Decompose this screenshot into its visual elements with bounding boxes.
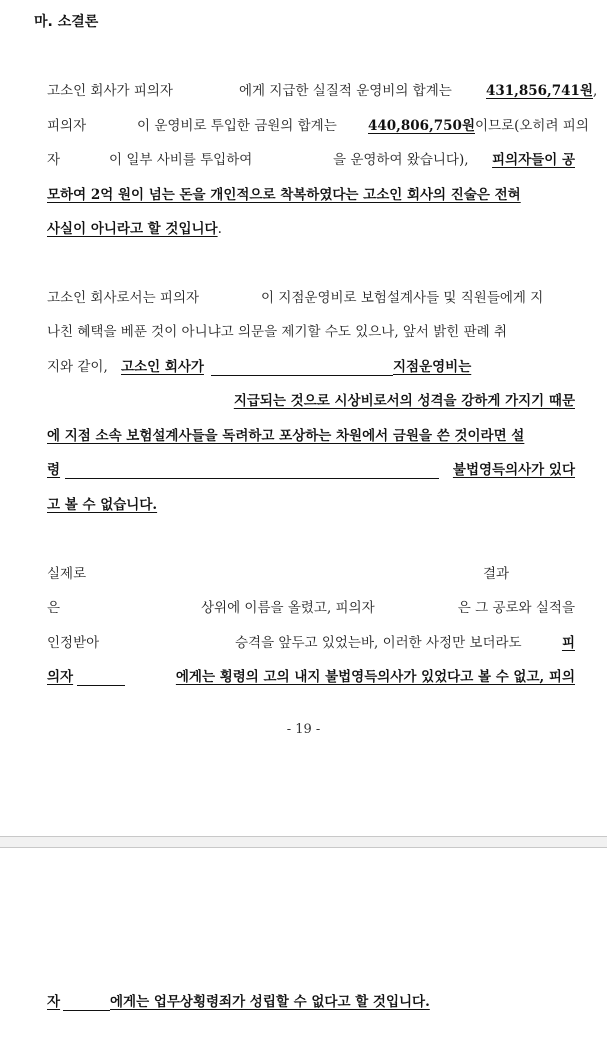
redacted-underline bbox=[211, 375, 393, 376]
section-heading: 마. 소결론 bbox=[34, 14, 99, 30]
p2-line-4 bbox=[47, 390, 575, 412]
emphasis-text: 불법영득의사가 있다 bbox=[452, 462, 575, 478]
text: 고소인 회사가 피의자 bbox=[47, 83, 173, 99]
emphasis-text: 사실이 아니라고 할 것입니다 bbox=[47, 221, 218, 237]
emphasis-text: 에 지점 소속 보험설계사들을 독려하고 포상하는 차원에서 금원을 쓴 것이라면 설 bbox=[47, 428, 525, 444]
emphasis-text: 지점운영비는 bbox=[393, 359, 472, 375]
text: 지와 같이, bbox=[47, 359, 108, 375]
p3-line-4 bbox=[47, 666, 575, 688]
p2-line-5 bbox=[47, 425, 575, 447]
p2-line-1 bbox=[47, 287, 575, 309]
p2-line-3 bbox=[47, 356, 575, 378]
emphasis-text: 피 bbox=[561, 635, 575, 651]
text: 고소인 회사로서는 피의자 bbox=[47, 290, 200, 306]
text: 상위에 이름을 올렸고, 피의자 bbox=[201, 600, 375, 616]
text: 431,856,741원, bbox=[486, 83, 598, 99]
text: 이 운영비로 투입한 금원의 합계는 bbox=[137, 118, 337, 134]
text: 440,806,750원이므로(오히려 피의 bbox=[368, 118, 589, 134]
text: 이 일부 사비를 투입하여 bbox=[109, 152, 253, 168]
amount-total-operating-cost: 431,856,741원 bbox=[486, 83, 593, 99]
emphasis-text: 의자 bbox=[47, 669, 74, 685]
p1-line-4 bbox=[47, 184, 575, 206]
emphasis-text: 에게는 업무상횡령죄가 성립할 수 없다고 할 것입니다. bbox=[110, 994, 430, 1010]
text: 인정받아 bbox=[47, 635, 100, 651]
page-separator bbox=[0, 836, 607, 848]
emphasis-text: 에게는 횡령의 고의 내지 불법영득의사가 있었다고 볼 수 없고, 피의 bbox=[175, 669, 575, 685]
amount-invested: 440,806,750원 bbox=[368, 118, 475, 134]
text: 은 그 공로와 실적을 bbox=[457, 600, 575, 616]
text: 은 bbox=[47, 600, 61, 616]
redacted-underline bbox=[63, 1010, 110, 1011]
emphasis-text: 고소인 회사가 bbox=[121, 359, 204, 375]
text: 사실이 아니라고 할 것입니다. bbox=[47, 221, 222, 237]
text: 이 지점운영비로 보험설계사들 및 직원들에게 지 bbox=[261, 290, 544, 306]
text: 실제로 bbox=[47, 566, 87, 582]
text: 자 bbox=[47, 152, 61, 168]
p4-line-1 bbox=[47, 991, 575, 1013]
p3-line-2 bbox=[47, 597, 575, 619]
page-number: - 19 - bbox=[286, 722, 321, 737]
emphasis-text: 자 bbox=[47, 994, 61, 1010]
redacted-underline bbox=[65, 478, 439, 479]
text: 을 운영하여 왔습니다), bbox=[333, 152, 469, 168]
text: 에게 지급한 실질적 운영비의 합계는 bbox=[239, 83, 452, 99]
p3-line-3 bbox=[47, 632, 575, 654]
text: 승격을 앞두고 있었는바, 이러한 사정만 보더라도 bbox=[235, 635, 522, 651]
emphasis-text: 지급되는 것으로 시상비로서의 성격을 강하게 가지기 때문 bbox=[233, 393, 575, 409]
redacted-underline bbox=[77, 685, 125, 686]
emphasis-text: 령 bbox=[47, 462, 61, 478]
text: 나친 혜택을 베푼 것이 아니냐고 의문을 제기할 수도 있으나, 앞서 밝힌 판례 취 bbox=[47, 324, 508, 340]
document-page-20 bbox=[0, 848, 607, 1039]
p1-line-3 bbox=[47, 149, 575, 171]
p1-line-5 bbox=[47, 218, 575, 240]
p1-line-1 bbox=[47, 80, 598, 102]
p2-line-7 bbox=[47, 494, 575, 516]
p1-line-2 bbox=[47, 115, 589, 137]
emphasis-text: 피의자들이 공 bbox=[492, 152, 575, 168]
p2-line-6 bbox=[47, 459, 575, 481]
emphasis-text: 고 볼 수 없습니다. bbox=[47, 497, 158, 513]
text: 결과 bbox=[483, 566, 510, 582]
p2-line-2 bbox=[47, 321, 575, 343]
emphasis-text: 모하여 2억 원이 넘는 돈을 개인적으로 착복하였다는 고소인 회사의 진술은 전혀 bbox=[47, 187, 521, 203]
text: 피의자 bbox=[47, 118, 87, 134]
p3-line-1 bbox=[47, 563, 575, 585]
